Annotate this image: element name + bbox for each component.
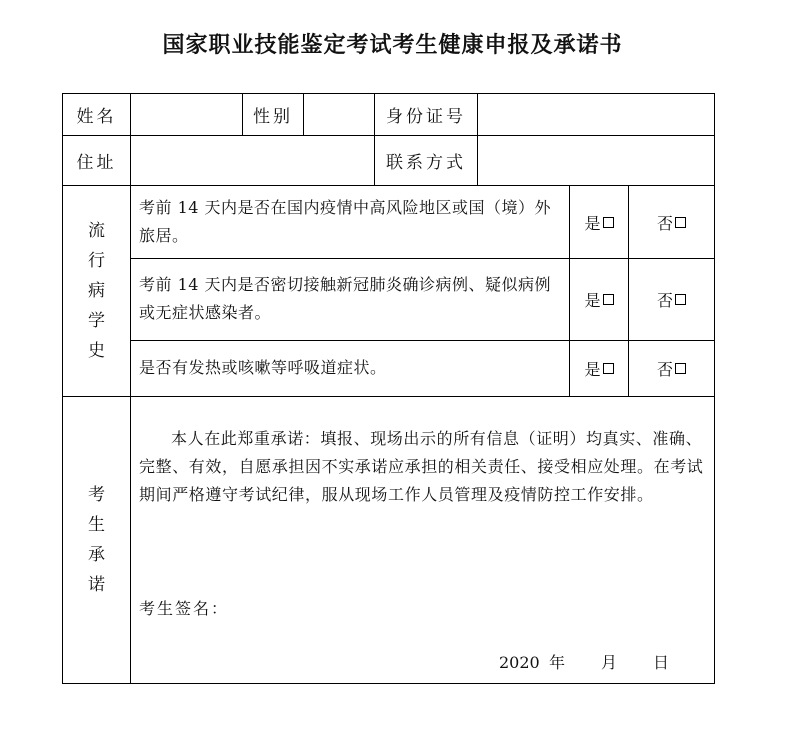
date-day-unit: 日 [653, 653, 670, 672]
label-char: 诺 [88, 575, 105, 595]
id-number-label: 身份证号 [386, 107, 466, 127]
signature-field[interactable] [233, 589, 433, 619]
date-year[interactable]: 2020 [499, 653, 540, 672]
address-label: 住址 [76, 153, 117, 173]
name-field[interactable] [131, 94, 242, 135]
no-label: 否 [656, 291, 673, 310]
label-char: 行 [88, 251, 105, 271]
candidate-commitment-label [63, 397, 130, 683]
label-char: 生 [88, 515, 105, 535]
yes-label: 是 [584, 291, 601, 310]
date-year-unit: 年 [549, 653, 566, 672]
address-field[interactable] [131, 136, 374, 185]
no-label: 否 [656, 360, 673, 379]
date-month-unit: 月 [601, 653, 618, 672]
commitment-text: 本人在此郑重承诺：填报、现场出示的所有信息（证明）均真实、准确、完整、有效，自愿承担因不实承诺应承担的相关责任、接受相应处理。在考试期间严格遵守考试纪律，服从现场工作人员管理及疫情防控工作安排。 [139, 429, 704, 504]
label-char: 史 [88, 341, 105, 361]
yes-label: 是 [584, 360, 601, 379]
label-char: 学 [88, 311, 105, 331]
declaration-form [62, 93, 715, 684]
checkbox-icon[interactable] [603, 363, 614, 374]
checkbox-icon[interactable] [675, 294, 686, 305]
question-2-yes-option[interactable] [570, 259, 628, 340]
gender-field[interactable] [304, 94, 374, 135]
question-3-text: 是否有发热或咳嗽等呼吸道症状。 [139, 358, 387, 377]
question-3-no-option[interactable] [629, 341, 714, 396]
signature-date [499, 650, 669, 673]
contact-field[interactable] [478, 136, 714, 185]
checkbox-icon[interactable] [603, 294, 614, 305]
page-title: 国家职业技能鉴定考试考生健康申报及承诺书 [162, 33, 623, 58]
id-number-field[interactable] [478, 94, 714, 135]
no-label: 否 [656, 213, 673, 233]
contact-label: 联系方式 [386, 153, 466, 173]
epidemiology-history-label [63, 186, 130, 396]
question-3-yes-option[interactable] [570, 341, 628, 396]
gender-label: 性别 [253, 107, 293, 127]
label-char: 流 [88, 221, 105, 241]
signature-label: 考生签名： [139, 599, 230, 618]
label-char: 考 [88, 485, 105, 505]
name-label: 姓名 [76, 107, 117, 127]
checkbox-icon[interactable] [603, 217, 614, 228]
row-divider [63, 396, 714, 397]
yes-label: 是 [584, 213, 601, 233]
question-1-text: 考前 14 天内是否在国内疫情中高风险地区或国（境）外旅居。 [139, 198, 552, 245]
label-char: 病 [88, 281, 105, 301]
checkbox-icon[interactable] [675, 217, 686, 228]
question-1-yes-option[interactable] [570, 186, 628, 258]
question-2-no-option[interactable] [629, 259, 714, 340]
checkbox-icon[interactable] [675, 363, 686, 374]
question-1-no-option[interactable] [629, 186, 714, 258]
label-char: 承 [88, 545, 105, 565]
question-2-text: 考前 14 天内是否密切接触新冠肺炎确诊病例、疑似病例或无症状感染者。 [139, 275, 552, 322]
